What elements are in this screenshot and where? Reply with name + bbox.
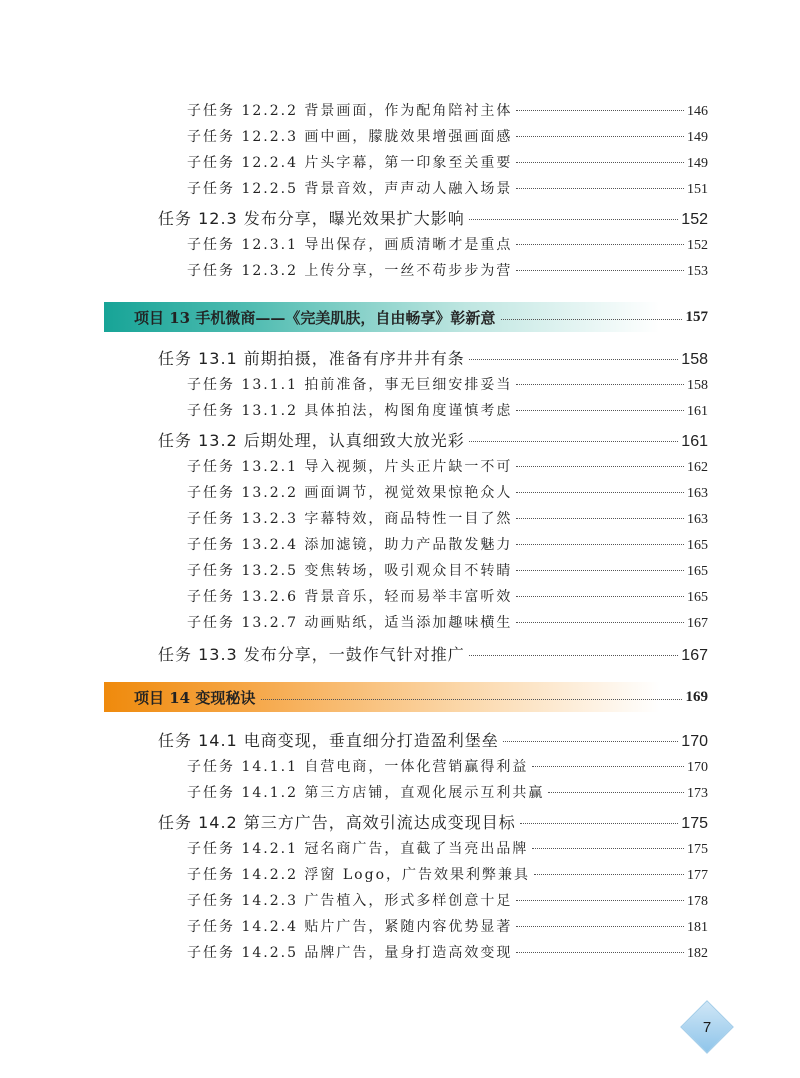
- dot-leader: [469, 655, 678, 656]
- banner-label: 项目 13 手机微商——《完美肌肤，自由畅享》彰新意: [134, 308, 496, 327]
- toc-entry-14-2[interactable]: [158, 810, 708, 838]
- entry-label: 子任务 14.2.5 品牌广告，量身打造高效变现: [187, 945, 513, 961]
- dot-leader: [516, 544, 684, 545]
- entry-page: 163: [687, 512, 708, 527]
- entry-label: 任务 13.3 发布分享，一鼓作气针对推广: [158, 645, 465, 664]
- dot-leader: [516, 188, 684, 189]
- entry-label: 子任务 12.2.2 背景画面，作为配角陪衬主体: [187, 103, 513, 119]
- entry-page: 161: [687, 404, 708, 419]
- entry-page: 149: [687, 156, 708, 171]
- dot-leader: [516, 926, 684, 927]
- entry-page: 161: [681, 433, 708, 450]
- dot-leader: [516, 410, 684, 411]
- dot-leader: [469, 441, 678, 442]
- toc-entry-13-2-1[interactable]: [187, 456, 708, 482]
- entry-label: 任务 14.2 第三方广告，高效引流达成变现目标: [158, 813, 516, 832]
- entry-label: 子任务 13.2.7 动画贴纸，适当添加趣味横生: [187, 615, 513, 631]
- banner-label: 项目 14 变现秘诀: [134, 688, 256, 707]
- entry-label: 子任务 13.1.1 拍前准备，事无巨细安排妥当: [187, 377, 513, 393]
- entry-page: 149: [687, 130, 708, 145]
- entry-label: 子任务 14.2.4 贴片广告，紧随内容优势显著: [187, 919, 513, 935]
- entry-label: 子任务 14.1.1 自营电商，一体化营销赢得利益: [187, 759, 529, 775]
- dot-leader: [516, 384, 684, 385]
- toc-entry-13-1-1[interactable]: [187, 374, 708, 400]
- entry-page: 175: [681, 815, 708, 832]
- dot-leader: [516, 596, 684, 597]
- entry-label: 子任务 12.2.4 片头字幕，第一印象至关重要: [187, 155, 513, 171]
- toc-entry-12-3-1[interactable]: [187, 234, 708, 260]
- dot-leader: [516, 466, 684, 467]
- dot-leader: [516, 952, 684, 953]
- entry-page: 165: [687, 590, 708, 605]
- toc-entry-13-2-3[interactable]: [187, 508, 708, 534]
- toc-entry-14-2-5[interactable]: [187, 942, 708, 968]
- entry-label: 子任务 12.2.3 画中画，朦胧效果增强画面感: [187, 129, 513, 145]
- entry-page: 158: [681, 351, 708, 368]
- dot-leader: [501, 319, 681, 320]
- toc-entry-13-2-6[interactable]: [187, 586, 708, 612]
- entry-page: 177: [687, 868, 708, 883]
- entry-label: 子任务 13.2.6 背景音乐，轻而易举丰富听效: [187, 589, 513, 605]
- entry-label: 子任务 14.2.1 冠名商广告，直截了当亮出品牌: [187, 841, 529, 857]
- dot-leader: [503, 741, 678, 742]
- entry-label: 子任务 12.2.5 背景音效，声声动人融入场景: [187, 181, 513, 197]
- toc-entry-14-2-2[interactable]: [187, 864, 708, 890]
- dot-leader: [516, 136, 684, 137]
- entry-page: 151: [687, 182, 708, 197]
- entry-page: 167: [687, 616, 708, 631]
- toc-entry-14-2-4[interactable]: [187, 916, 708, 942]
- toc-entry-13-1[interactable]: [158, 346, 708, 374]
- entry-label: 子任务 14.2.2 浮窗 Logo，广告效果利弊兼具: [187, 867, 530, 883]
- project-14-banner[interactable]: [104, 682, 708, 712]
- dot-leader: [534, 874, 684, 875]
- toc-entry-12-2-2[interactable]: [187, 100, 708, 126]
- entry-page: 170: [681, 733, 708, 750]
- entry-page: 181: [687, 920, 708, 935]
- entry-page: 146: [687, 104, 708, 119]
- entry-label: 子任务 14.1.2 第三方店铺，直观化展示互利共赢: [187, 785, 545, 801]
- entry-page: 175: [687, 842, 708, 857]
- entry-label: 任务 13.1 前期拍摄，准备有序井井有条: [158, 349, 465, 368]
- entry-page: 165: [687, 564, 708, 579]
- toc-entry-14-1-1[interactable]: [187, 756, 708, 782]
- entry-page: 158: [687, 378, 708, 393]
- toc-entry-13-2-2[interactable]: [187, 482, 708, 508]
- banner-page: 157: [685, 308, 708, 325]
- entry-page: 152: [681, 211, 708, 228]
- toc-entry-12-3-2[interactable]: [187, 260, 708, 286]
- entry-label: 子任务 13.2.5 变焦转场，吸引观众目不转睛: [187, 563, 513, 579]
- dot-leader: [516, 162, 684, 163]
- entry-label: 子任务 12.3.1 导出保存，画质清晰才是重点: [187, 237, 513, 253]
- entry-page: 182: [687, 946, 708, 961]
- entry-page: 173: [687, 786, 708, 801]
- toc-entry-13-1-2[interactable]: [187, 400, 708, 426]
- entry-page: 167: [681, 647, 708, 664]
- dot-leader: [520, 823, 678, 824]
- entry-label: 子任务 13.1.2 具体拍法，构图角度谨慎考虑: [187, 403, 513, 419]
- entry-label: 子任务 13.2.2 画面调节，视觉效果惊艳众人: [187, 485, 513, 501]
- dot-leader: [516, 900, 684, 901]
- toc-entry-13-2-5[interactable]: [187, 560, 708, 586]
- dot-leader: [516, 622, 684, 623]
- project-13-banner[interactable]: [104, 302, 708, 332]
- dot-leader: [516, 570, 684, 571]
- dot-leader: [532, 766, 684, 767]
- toc-entry-13-3[interactable]: [158, 642, 708, 670]
- entry-label: 子任务 13.2.3 字幕特效，商品特性一目了然: [187, 511, 513, 527]
- dot-leader: [516, 270, 684, 271]
- entry-page: 165: [687, 538, 708, 553]
- dot-leader: [532, 848, 684, 849]
- page-number: 7: [702, 1018, 712, 1036]
- entry-label: 子任务 13.2.1 导入视频，片头正片缺一不可: [187, 459, 513, 475]
- toc-entry-14-2-1[interactable]: [187, 838, 708, 864]
- dot-leader: [516, 492, 684, 493]
- entry-page: 163: [687, 486, 708, 501]
- entry-label: 任务 12.3 发布分享，曝光效果扩大影响: [158, 209, 465, 228]
- entry-page: 153: [687, 264, 708, 279]
- dot-leader: [469, 219, 678, 220]
- toc-entry-12-2-5[interactable]: [187, 178, 708, 204]
- dot-leader: [516, 110, 684, 111]
- entry-page: 162: [687, 460, 708, 475]
- entry-label: 任务 14.1 电商变现，垂直细分打造盈利堡垒: [158, 731, 499, 750]
- toc-entry-13-2-4[interactable]: [187, 534, 708, 560]
- toc-entry-14-2-3[interactable]: [187, 890, 708, 916]
- toc-entry-14-1-2[interactable]: [187, 782, 708, 808]
- toc-entry-12-3[interactable]: [158, 206, 708, 234]
- banner-page: 169: [685, 688, 708, 705]
- entry-label: 子任务 12.3.2 上传分享，一丝不苟步步为营: [187, 263, 513, 279]
- toc-entry-13-2[interactable]: [158, 428, 708, 456]
- dot-leader: [548, 792, 684, 793]
- entry-page: 152: [687, 238, 708, 253]
- entry-label: 任务 13.2 后期处理，认真细致大放光彩: [158, 431, 465, 450]
- toc-entry-12-2-3[interactable]: [187, 126, 708, 152]
- entry-page: 178: [687, 894, 708, 909]
- entry-label: 子任务 14.2.3 广告植入，形式多样创意十足: [187, 893, 513, 909]
- toc-entry-12-2-4[interactable]: [187, 152, 708, 178]
- entry-label: 子任务 13.2.4 添加滤镜，助力产品散发魅力: [187, 537, 513, 553]
- dot-leader: [516, 518, 684, 519]
- entry-page: 170: [687, 760, 708, 775]
- dot-leader: [469, 359, 678, 360]
- dot-leader: [261, 699, 681, 700]
- toc-entry-14-1[interactable]: [158, 728, 708, 756]
- dot-leader: [516, 244, 684, 245]
- toc-entry-13-2-7[interactable]: [187, 612, 708, 638]
